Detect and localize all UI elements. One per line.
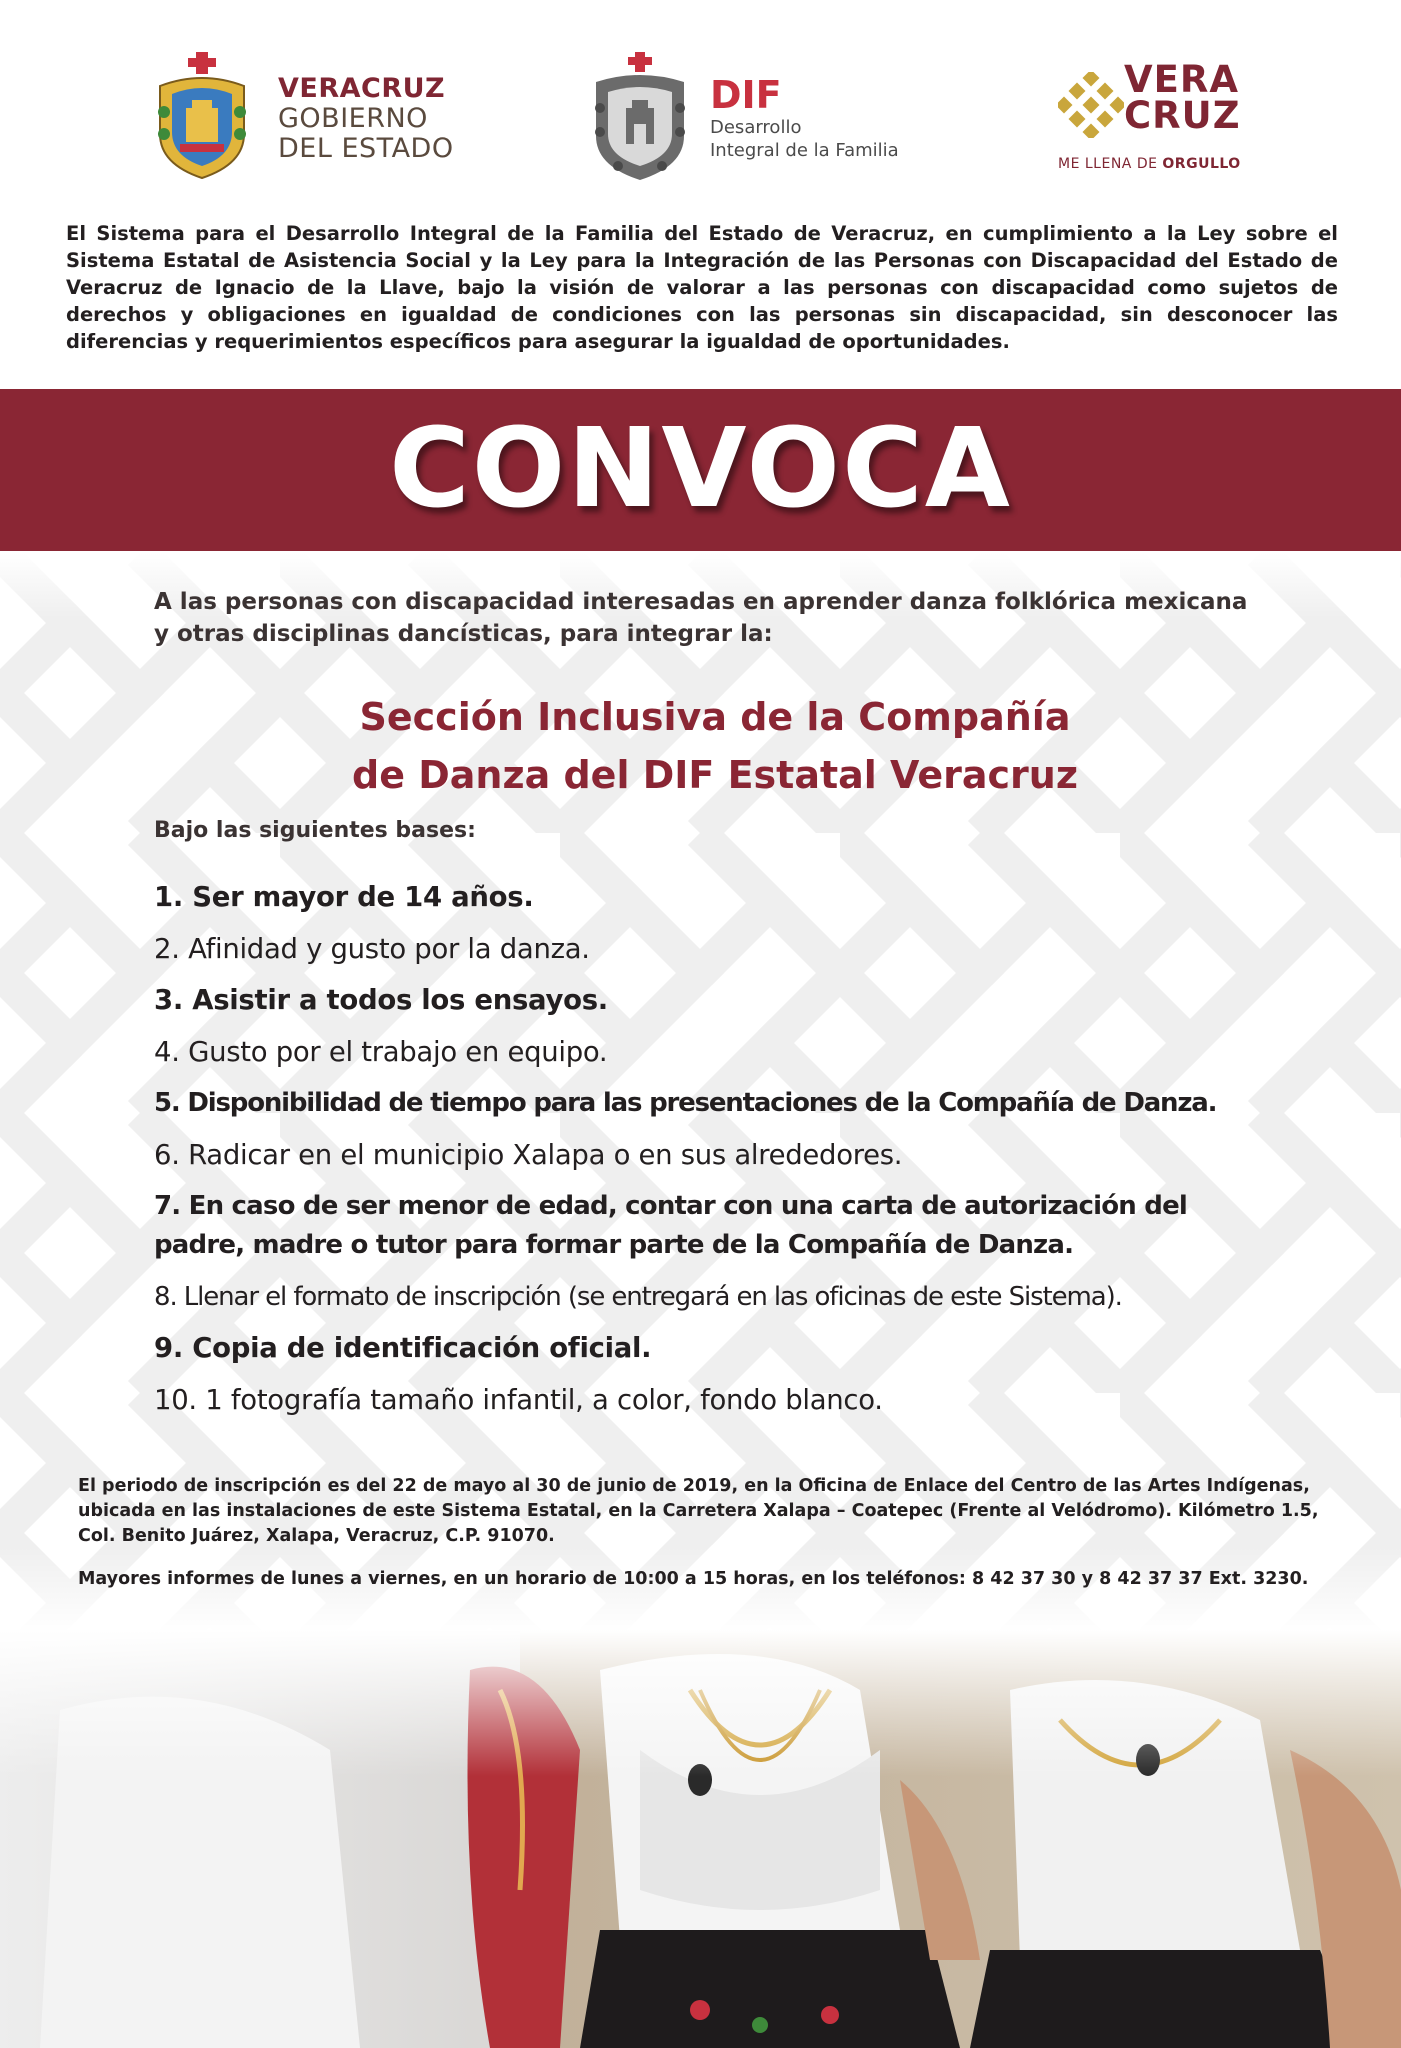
base-item-7-line2: padre, madre o tutor para formar parte de la Compañía de Danza. <box>154 1230 1074 1260</box>
base-item-8: 8. Llenar el formato de inscripción (se entregará en las oficinas de este Sistema). <box>154 1281 1122 1312</box>
period-line2: ubicada en las instalaciones de este Sistema Estatal, en la Carretera Xalapa – Coatepec (Frente al Velódromo). Kilómetro 1.5, <box>78 1501 1319 1521</box>
base-item-9: 9. Copia de identificación oficial. <box>154 1332 652 1364</box>
base-item-2: 2. Afinidad y gusto por la danza. <box>154 932 590 965</box>
brand-word-top: VERA <box>1124 58 1240 101</box>
dif-logo-line1: Desarrollo <box>710 117 802 138</box>
section-title-line2: de Danza del DIF Estatal Veracruz <box>352 753 1078 797</box>
dancers-photo <box>0 1630 1401 2048</box>
base-item-7-line1: 7. En caso de ser menor de edad, contar con una carta de autorización del <box>154 1191 1188 1221</box>
dif-logo <box>588 52 928 182</box>
period-line3: Col. Benito Juárez, Xalapa, Veracruz, C.P. 91070. <box>78 1526 555 1546</box>
base-item-6: 6. Radicar en el municipio Xalapa o en sus alrededores. <box>154 1138 903 1171</box>
base-item-3: 3. Asistir a todos los ensayos. <box>154 984 608 1016</box>
base-item-10: 10. 1 fotografía tamaño infantil, a color, fondo blanco. <box>154 1383 883 1416</box>
dif-logo-line2: Integral de la Familia <box>710 140 899 161</box>
veracruz-coat-of-arms-icon <box>150 52 254 182</box>
banner-title: CONVOCA <box>389 404 1012 532</box>
call-text <box>154 586 1304 650</box>
bases-list <box>154 878 1354 1432</box>
dif-logo-title: DIF <box>710 73 782 117</box>
bases-intro: Bajo las siguientes bases: <box>154 818 476 843</box>
veracruz-government-logo <box>150 52 470 182</box>
brand-tagline-bold: ORGULLO <box>1162 156 1241 172</box>
registration-period <box>78 1474 1328 1549</box>
brand-tagline <box>1058 156 1241 172</box>
base-item-7 <box>154 1187 1354 1265</box>
contact-info: Mayores informes de lunes a viernes, en un horario de 10:00 a 15 horas, en los teléfonos: 8 42 37 30 y 8 42 37 37 Ext. 3230. <box>78 1569 1309 1589</box>
veracruz-logo-line3: DEL ESTADO <box>278 133 454 164</box>
section-title-line1: Sección Inclusiva de la Compañía <box>359 695 1071 739</box>
base-item-4: 4. Gusto por el trabajo en equipo. <box>154 1035 608 1068</box>
base-item-5: 5. Disponibilidad de tiempo para las presentaciones de la Compañía de Danza. <box>154 1088 1217 1118</box>
section-title <box>0 688 1401 804</box>
call-line2: y otras disciplinas dancísticas, para integrar la: <box>154 621 773 647</box>
call-line1: A las personas con discapacidad interesadas en aprender danza folklórica mexicana <box>154 589 1248 615</box>
period-line1: El periodo de inscripción es del 22 de mayo al 30 de junio de 2019, en la Oficina de Enlace del Centro de las Artes Indígenas, <box>78 1476 1310 1496</box>
veracruz-logo-line2: GOBIERNO <box>278 103 428 134</box>
brand-word-bottom: CRUZ <box>1124 94 1241 137</box>
knot-pattern-icon <box>1058 72 1124 138</box>
veracruz-brand-logo <box>1054 52 1254 182</box>
convoca-banner <box>0 389 1401 551</box>
dif-shield-icon <box>588 52 692 182</box>
brand-tagline-normal: ME LLENA DE <box>1058 156 1163 172</box>
veracruz-logo-line1: VERACRUZ <box>278 73 446 104</box>
base-item-1: 1. Ser mayor de 14 años. <box>154 881 534 913</box>
intro-paragraph: El Sistema para el Desarrollo Integral de la Familia del Estado de Veracruz, en cumplimiento a la Ley sobre el Sistema Estatal de Asistencia Social y la Ley para la Integración de las Personas con Discapacidad del Estado de Veracruz de Ignacio de la Llave, bajo la visión de valorar a las personas con discapacidad como sujetos de derechos y obligaciones en igualdad de condiciones con las personas sin discapacidad, sin desconocer las diferencias y requerimientos específicos para asegurar la igualdad de oportunidades. <box>66 222 1338 353</box>
